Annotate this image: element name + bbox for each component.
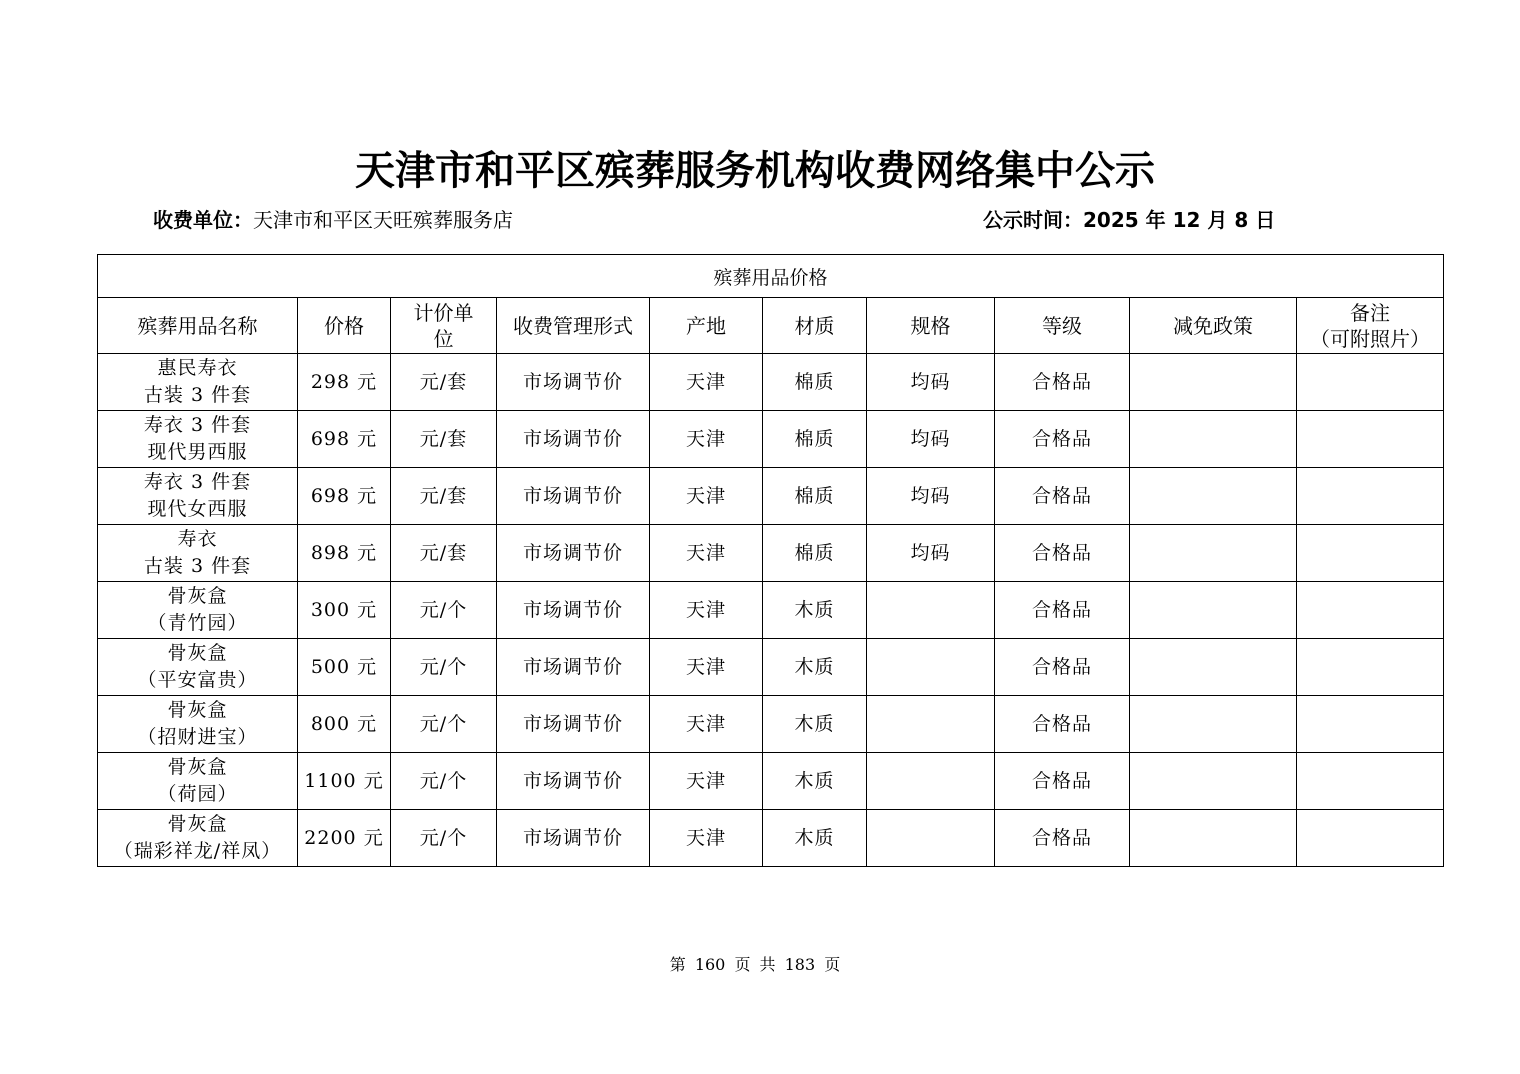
origin-cell: 天津 — [650, 582, 763, 639]
price-cell: 898 元 — [298, 525, 391, 582]
grade-cell: 合格品 — [995, 411, 1130, 468]
item-name-line: 惠民寿衣 — [157, 357, 238, 379]
spec-cell: 均码 — [867, 411, 995, 468]
origin-cell: 天津 — [650, 468, 763, 525]
table-row — [98, 582, 1444, 639]
item-name-line: 现代男西服 — [147, 441, 248, 463]
charging-unit — [153, 206, 513, 234]
table-row — [98, 696, 1444, 753]
charge-form-cell: 市场调节价 — [497, 696, 650, 753]
origin-cell: 天津 — [650, 525, 763, 582]
price-cell: 1100 元 — [298, 753, 391, 810]
column-header — [98, 298, 298, 354]
item-name-line: 古装 3 件套 — [143, 555, 252, 577]
grade-cell: 合格品 — [995, 696, 1130, 753]
item-name-line: 寿衣 3 件套 — [143, 471, 252, 493]
column-header — [763, 298, 867, 354]
item-name-line: 骨灰盒 — [167, 585, 228, 607]
column-header — [298, 298, 391, 354]
material-cell: 棉质 — [763, 468, 867, 525]
pricing-unit-cell: 元/个 — [391, 810, 497, 867]
grade-cell: 合格品 — [995, 753, 1130, 810]
material-cell: 木质 — [763, 753, 867, 810]
price-cell: 698 元 — [298, 411, 391, 468]
item-name-line: 寿衣 3 件套 — [143, 414, 252, 436]
funeral-goods-price-table — [97, 254, 1444, 867]
exemption-policy-cell — [1130, 354, 1297, 411]
item-name-line: （青竹园） — [147, 612, 248, 634]
exemption-policy-cell — [1130, 411, 1297, 468]
item-name-line: （瑞彩祥龙/祥凤） — [113, 840, 282, 862]
item-name-cell — [98, 354, 298, 411]
note-cell — [1297, 639, 1444, 696]
pricing-unit-cell: 元/套 — [391, 468, 497, 525]
column-header — [1297, 298, 1444, 354]
table-body — [98, 354, 1444, 867]
price-cell: 500 元 — [298, 639, 391, 696]
charge-form-cell: 市场调节价 — [497, 582, 650, 639]
column-header-text: 等级 — [1042, 313, 1082, 338]
grade-cell: 合格品 — [995, 468, 1130, 525]
charge-form-cell: 市场调节价 — [497, 639, 650, 696]
charge-form-cell: 市场调节价 — [497, 525, 650, 582]
grade-cell: 合格品 — [995, 582, 1130, 639]
price-cell: 2200 元 — [298, 810, 391, 867]
column-header — [391, 298, 497, 354]
charge-form-cell: 市场调节价 — [497, 753, 650, 810]
document-title: 天津市和平区殡葬服务机构收费网络集中公示 — [355, 147, 1155, 194]
origin-cell: 天津 — [650, 696, 763, 753]
material-cell: 棉质 — [763, 525, 867, 582]
column-header — [1130, 298, 1297, 354]
publish-date-label: 公示时间： — [983, 208, 1083, 232]
material-cell: 木质 — [763, 639, 867, 696]
item-name-line: （招财进宝） — [137, 726, 258, 748]
origin-cell: 天津 — [650, 354, 763, 411]
pricing-unit-cell: 元/套 — [391, 525, 497, 582]
item-name-line: 寿衣 — [177, 528, 218, 550]
item-name-cell — [98, 525, 298, 582]
exemption-policy-cell — [1130, 582, 1297, 639]
note-cell — [1297, 411, 1444, 468]
column-header-text: 收费管理形式 — [513, 313, 633, 338]
item-name-line: 骨灰盒 — [167, 813, 228, 835]
exemption-policy-cell — [1130, 639, 1297, 696]
spec-cell — [867, 582, 995, 639]
exemption-policy-cell — [1130, 810, 1297, 867]
item-name-line: （平安富贵） — [137, 669, 258, 691]
column-header-text: 价格 — [324, 313, 364, 338]
column-header-text: （可附照片） — [1310, 326, 1430, 351]
spec-cell — [867, 696, 995, 753]
note-cell — [1297, 753, 1444, 810]
spec-cell — [867, 639, 995, 696]
item-name-line: 骨灰盒 — [167, 642, 228, 664]
price-cell: 800 元 — [298, 696, 391, 753]
item-name-cell — [98, 639, 298, 696]
column-header-text: 计价单 — [413, 300, 474, 325]
table-header-row — [98, 298, 1444, 354]
exemption-policy-cell — [1130, 525, 1297, 582]
grade-cell: 合格品 — [995, 354, 1130, 411]
column-header — [650, 298, 763, 354]
table-row — [98, 753, 1444, 810]
origin-cell: 天津 — [650, 639, 763, 696]
item-name-cell — [98, 810, 298, 867]
exemption-policy-cell — [1130, 468, 1297, 525]
charging-unit-label: 收费单位： — [153, 208, 253, 232]
grade-cell: 合格品 — [995, 525, 1130, 582]
item-name-cell — [98, 468, 298, 525]
exemption-policy-cell — [1130, 696, 1297, 753]
note-cell — [1297, 696, 1444, 753]
column-header — [995, 298, 1130, 354]
item-name-line: （荷园） — [157, 783, 238, 805]
origin-cell: 天津 — [650, 753, 763, 810]
table-row — [98, 810, 1444, 867]
publish-date-value: 2025 年 12 月 8 日 — [1083, 208, 1276, 232]
column-header-text: 产地 — [686, 313, 726, 338]
grade-cell: 合格品 — [995, 810, 1130, 867]
column-header — [867, 298, 995, 354]
table-row — [98, 639, 1444, 696]
material-cell: 棉质 — [763, 354, 867, 411]
item-name-cell — [98, 696, 298, 753]
exemption-policy-cell — [1130, 753, 1297, 810]
charge-form-cell: 市场调节价 — [497, 810, 650, 867]
material-cell: 木质 — [763, 810, 867, 867]
spec-cell: 均码 — [867, 468, 995, 525]
item-name-line: 骨灰盒 — [167, 699, 228, 721]
note-cell — [1297, 810, 1444, 867]
pricing-unit-cell: 元/个 — [391, 696, 497, 753]
pricing-unit-cell: 元/个 — [391, 582, 497, 639]
spec-cell: 均码 — [867, 354, 995, 411]
pricing-unit-cell: 元/个 — [391, 639, 497, 696]
page-number-footer: 第 160 页 共 183 页 — [669, 955, 841, 974]
grade-cell: 合格品 — [995, 639, 1130, 696]
item-name-cell — [98, 582, 298, 639]
spec-cell — [867, 810, 995, 867]
column-header — [497, 298, 650, 354]
material-cell: 木质 — [763, 582, 867, 639]
table-caption: 殡葬用品价格 — [98, 255, 1444, 298]
note-cell — [1297, 525, 1444, 582]
note-cell — [1297, 354, 1444, 411]
origin-cell: 天津 — [650, 810, 763, 867]
note-cell — [1297, 468, 1444, 525]
table-row — [98, 411, 1444, 468]
column-header-text: 位 — [433, 326, 454, 351]
price-cell: 298 元 — [298, 354, 391, 411]
publish-date — [983, 206, 1275, 234]
note-cell — [1297, 582, 1444, 639]
item-name-line: 现代女西服 — [147, 498, 248, 520]
spec-cell — [867, 753, 995, 810]
charge-form-cell: 市场调节价 — [497, 354, 650, 411]
pricing-unit-cell: 元/套 — [391, 411, 497, 468]
column-header-text: 材质 — [794, 313, 835, 338]
item-name-cell — [98, 753, 298, 810]
item-name-cell — [98, 411, 298, 468]
origin-cell: 天津 — [650, 411, 763, 468]
column-header-text: 备注 — [1350, 300, 1390, 325]
material-cell: 木质 — [763, 696, 867, 753]
price-cell: 698 元 — [298, 468, 391, 525]
price-cell: 300 元 — [298, 582, 391, 639]
table-row — [98, 468, 1444, 525]
table-row — [98, 525, 1444, 582]
column-header-text: 规格 — [910, 313, 951, 338]
charging-unit-value: 天津市和平区天旺殡葬服务店 — [253, 208, 513, 232]
pricing-unit-cell: 元/个 — [391, 753, 497, 810]
charge-form-cell: 市场调节价 — [497, 411, 650, 468]
column-header-text: 殡葬用品名称 — [137, 313, 258, 338]
pricing-unit-cell: 元/套 — [391, 354, 497, 411]
item-name-line: 古装 3 件套 — [143, 384, 252, 406]
spec-cell: 均码 — [867, 525, 995, 582]
table-row — [98, 354, 1444, 411]
column-header-text: 减免政策 — [1173, 313, 1253, 338]
material-cell: 棉质 — [763, 411, 867, 468]
charge-form-cell: 市场调节价 — [497, 468, 650, 525]
item-name-line: 骨灰盒 — [167, 756, 228, 778]
